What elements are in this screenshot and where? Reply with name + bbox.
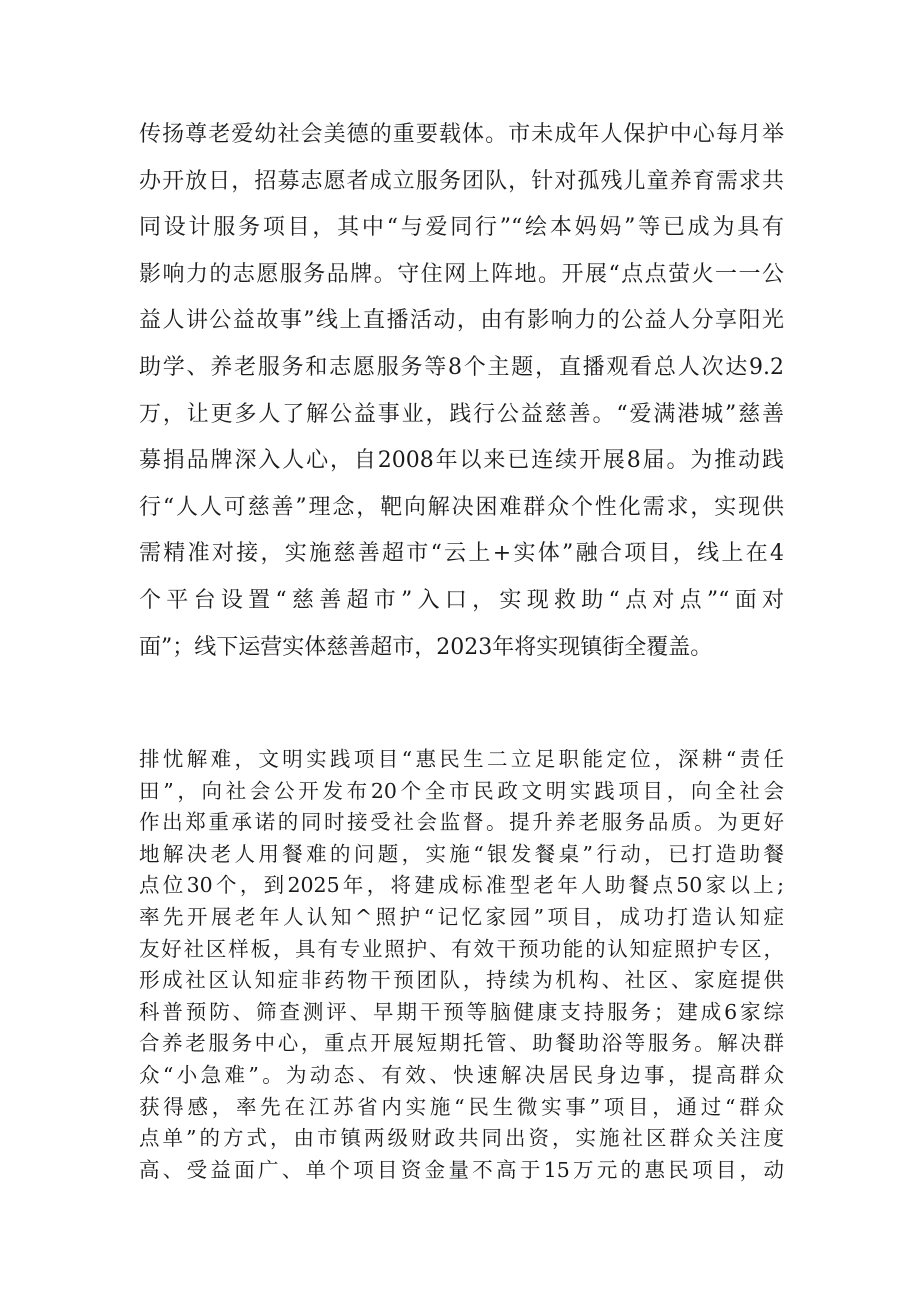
paragraph-1-line-7: 万，让更多人了解公益事业，践行公益慈善。“爱满港城”慈善 [139,401,784,427]
paragraph-1-line-6: 助学、养老服务和志愿服务等8个主题，直播观看总人次达9.2 [139,354,784,380]
paragraph-1-line-5: 益人讲公益故事”线上直播活动，由有影响力的公益人分享阳光 [139,308,784,334]
paragraph-1-line-3: 同设计服务项目，其中“与爱同行”“绘本妈妈”等已成为具有 [139,215,784,241]
paragraph-2-line-11: 众“小急难”。为动态、有效、快速解决居民身边事，提高群众 [139,1062,784,1087]
paragraph-2-line-12: 获得感，率先在江苏省内实施“民生微实事”项目，通过“群众 [139,1094,784,1119]
paragraph-2-line-5: 点位30个，到2025年，将建成标准型老年人助餐点50家以上; [139,873,784,898]
paragraph-2-line-6: 率先开展老年人认知^照护“记忆家园”项目，成功打造认知症 [139,904,784,929]
paragraph-2-line-9: 科普预防、筛查测评、早期干预等脑健康支持服务；建成6家综 [139,999,784,1024]
paragraph-1-line-4: 影响力的志愿服务品牌。守住网上阵地。开展“点点萤火一一公 [139,261,784,287]
paragraph-1-line-2: 办开放日，招募志愿者成立服务团队，针对孤残儿童养育需求共 [139,168,784,194]
paragraph-1-line-8: 募捐品牌深入人心，自2008年以来已连续开展8届。为推动践 [139,448,784,474]
paragraph-1-line-12: 面”；线下运营实体慈善超市，2023年将实现镇街全覆盖。 [139,634,713,660]
paragraph-2-line-13: 点单”的方式，由市镇两级财政共同出资，实施社区群众关注度 [139,1126,784,1151]
paragraph-1-line-10: 需精准对接，实施慈善超市“云上+实体”融合项目，线上在4 [139,541,784,567]
paragraph-1-line-1: 传扬尊老爱幼社会美德的重要载体。市未成年人保护中心每月举 [139,122,784,147]
paragraph-2-line-4: 地解决老人用餐难的问题，实施“银发餐桌”行动，已打造助餐 [139,841,784,866]
paragraph-2-line-10: 合养老服务中心，重点开展短期托管、助餐助浴等服务。解决群 [139,1031,784,1056]
paragraph-charity [139,112,784,671]
paragraph-1-line-9: 行“人人可慈善”理念，靶向解决困难群众个性化需求，实现供 [139,494,784,520]
paragraph-2-line-1: 排忧解难，文明实践项目“惠民生二立足职能定位，深耕“责任 [139,747,784,771]
paragraph-2-line-7: 友好社区样板，具有专业照护、有效干预功能的认知症照护专区， [139,936,784,961]
paragraph-1-line-11: 个平台设置“慈善超市”入口，实现救助“点对点”“面对 [139,587,784,613]
paragraph-2-line-14: 高、受益面广、单个项目资金量不高于15万元的惠民项目，动 [139,1157,784,1182]
paragraph-2-line-8: 形成社区认知症非药物干预团队，持续为机构、社区、家庭提供 [139,968,784,993]
paragraph-2-line-3: 作出郑重承诺的同时接受社会监督。提升养老服务品质。为更好 [139,810,784,835]
paragraph-2-line-2: 田”，向社会公开发布20个全市民政文明实践项目，向全社会 [139,778,784,803]
paragraph-civic-practice [139,744,784,1186]
